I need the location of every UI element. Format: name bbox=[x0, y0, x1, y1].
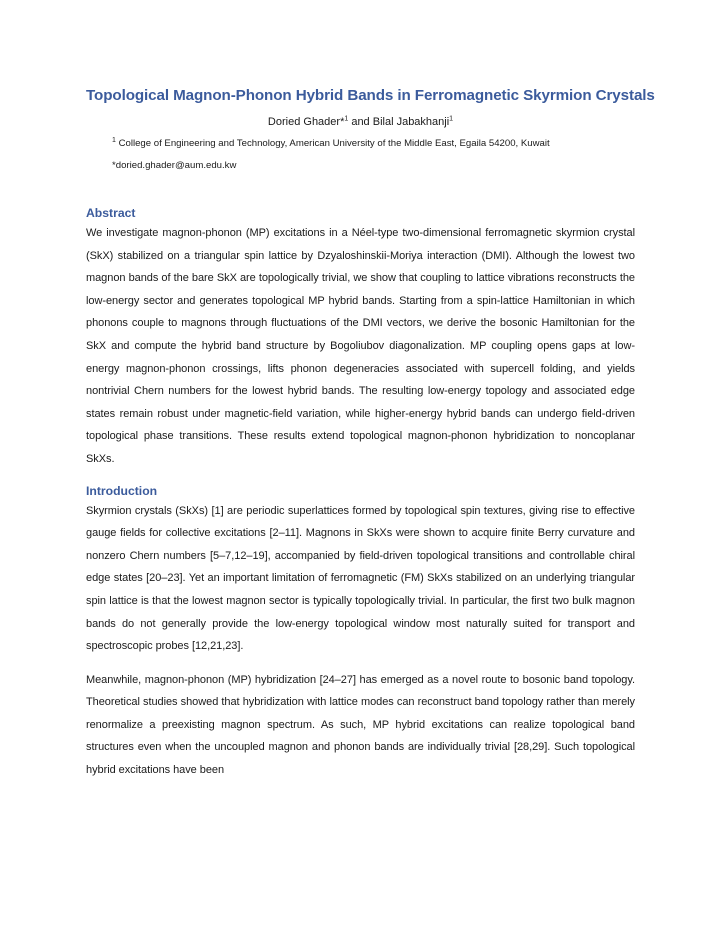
corresponding-email: *doried.ghader@aum.edu.kw bbox=[112, 160, 237, 171]
affiliation-marker: 1 bbox=[344, 115, 349, 123]
introduction-heading: Introduction bbox=[86, 483, 158, 498]
affiliation bbox=[86, 137, 635, 150]
author-name: Bilal Jabakhanji bbox=[372, 116, 450, 128]
abstract-text: We investigate magnon-phonon (MP) excitations in a Néel-type two-dimensional ferromagnetic skyrmion crystal (SkX) stabilized on a triangular spin lattice by Dzyaloshinskii-Moriya interaction (DMI). Although the lowest two magnon bands of the bare SkX are topologically trivial, we show that coupling to lattice vibrations reconstructs the low-energy sector and generates topological MP hybrid bands. Starting from a spin-lattice Hamiltonian in which phonons couple to magnons through fluctuations of the DMI vectors, we derive the bosonic Hamiltonian for the SkX and compute the hybrid band structure by Bogoliubov diagonalization. MP coupling opens gaps at low-energy magnon-phonon crossings, lifts phonon degeneracies associated with supercell folding, and yields nontrivial Chern numbers for the lowest hybrid bands. The resulting low-energy topology and associated edge states remain robust under magnetic-field variation, while higher-energy hybrid bands can undergo field-driven topological phase transitions. These results extend topological magnon-phonon hybridization to noncoplanar SkXs. bbox=[86, 227, 635, 465]
intro-paragraph: Skyrmion crystals (SkXs) [1] are periodic superlattices formed by topological spin textures, giving rise to effective gauge fields for collective excitations [2–11]. Magnons in SkXs were shown to acquire finite Berry curvature and nonzero Chern numbers [5–7,12–19], accompanied by field-driven topological transitions and controllable chiral edge states [20–23]. Yet an important limitation of ferromagnetic (FM) SkXs stabilized on an underlying triangular spin lattice is that the lowest magnon sector is typically topologically trivial. In particular, the first two bulk magnon bands do not generally provide the low-energy topological window most naturally suited for transport and spectroscopic probes [12,21,23]. bbox=[86, 504, 635, 653]
author-connector: and bbox=[348, 116, 373, 128]
paper-title: Topological Magnon-Phonon Hybrid Bands in Ferromagnetic Skyrmion Crystals bbox=[86, 87, 655, 104]
intro-paragraph: Meanwhile, magnon-phonon (MP) hybridization [24–27] has emerged as a novel route to bosonic band topology. Theoretical studies showed that hybridization with lattice modes can reconstruct band topology rather than merely renormalize a preexisting magnon spectrum. As such, MP hybrid excitations can realize topological band structures even when the uncoupled magnon and phonon bands are individually trivial [28,29]. Such topological hybrid excitations have been bbox=[86, 673, 635, 777]
affiliation-marker: 1 bbox=[449, 115, 454, 123]
affiliation-text: College of Engineering and Technology, American University of the Middle East, Egaila 54200, Kuwait bbox=[115, 138, 550, 149]
paper-page bbox=[86, 86, 655, 782]
author-line bbox=[86, 115, 635, 130]
abstract-heading: Abstract bbox=[86, 206, 136, 220]
author-name: Doried Ghader* bbox=[267, 116, 345, 128]
affiliation-marker: 1 bbox=[112, 136, 116, 144]
